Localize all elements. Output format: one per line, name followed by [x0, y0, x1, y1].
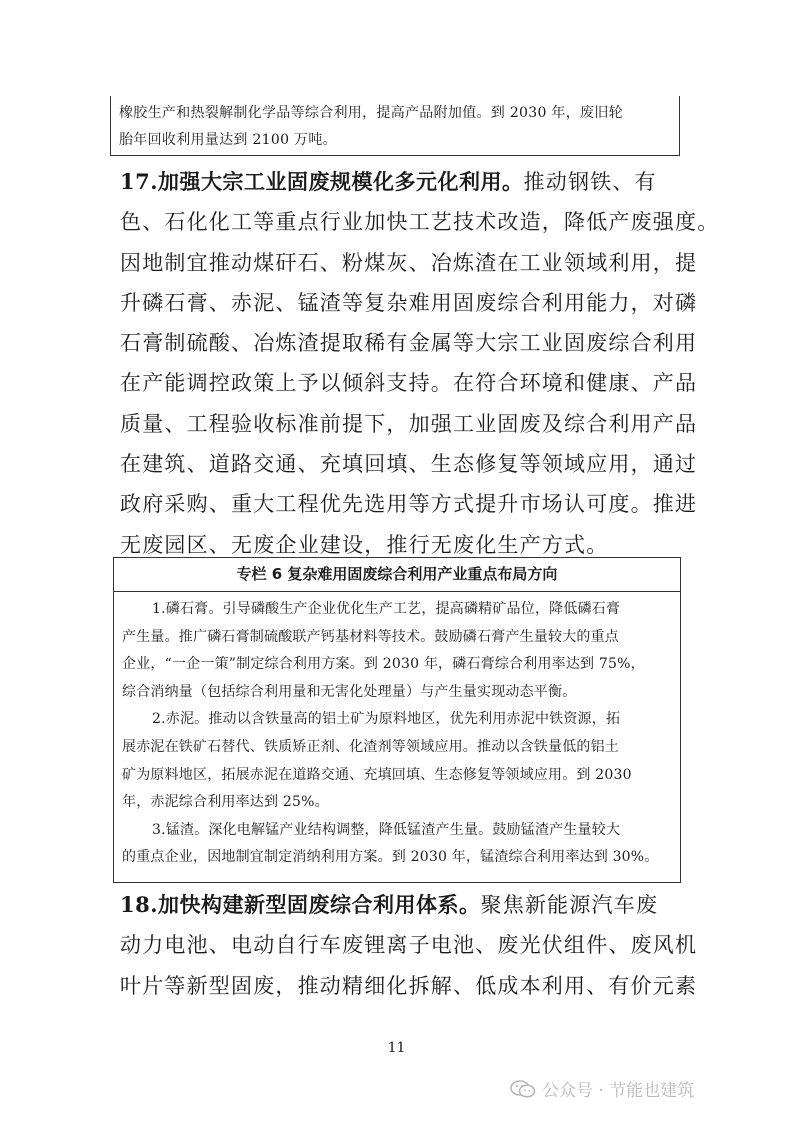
paragraph-line: 色、石化化工等重点行业加快工艺技术改造，降低产废强度。	[120, 210, 720, 235]
paragraph-line: 动力电池、电动自行车废锂离子电池、废光伏组件、废风机	[120, 933, 698, 958]
box-line: 的重点企业，因地制宜制定消纳利用方案。到 2030 年，锰渣综合利用率达到 30%。	[122, 849, 659, 866]
paragraph-line: 在产能调控政策上予以倾斜支持。在符合环境和健康、产品	[120, 371, 698, 396]
paragraph-heading: 18.加快构建新型固废综合利用体系。	[120, 892, 481, 917]
paragraph-17	[120, 162, 720, 565]
paragraph-heading: 17.加强大宗工业固废规模化多元化利用。	[120, 169, 524, 194]
paragraph-18	[120, 885, 698, 1006]
box-line: 综合消纳量（包括综合利用量和无害化处理量）与产生量实现动态平衡。	[122, 683, 577, 700]
box-line: 企业，“一企一策”制定综合利用方案。到 2030 年，磷石膏综合利用率达到 75%，	[122, 656, 645, 673]
box-line: 2.赤泥。推动以含铁量高的铝土矿为原料地区，优先利用赤泥中铁资源，拓	[152, 711, 621, 728]
continuation-box	[110, 96, 680, 156]
paragraph-line: 叶片等新型固废，推动精细化拆解、低成本利用、有价元素	[120, 973, 698, 998]
paragraph-first-line	[120, 162, 680, 202]
wechat-icon	[510, 1080, 536, 1098]
paragraph-line: 因地制宜推动煤矸石、粉煤灰、冶炼渣在工业领域利用，提	[120, 250, 698, 275]
paragraph-text: 聚焦新能源汽车废	[480, 893, 659, 917]
box-line: 产生量。推广磷石膏制硫酸联产钙基材料等技术。鼓励磷石膏产生量较大的重点	[122, 628, 619, 645]
page-number: 11	[387, 1040, 406, 1056]
box-line: 3.锰渣。深化电解锰产业结构调整，降低锰渣产生量。鼓励锰渣产生量较大	[152, 821, 621, 838]
paragraph-first-line	[120, 885, 680, 925]
paragraph-line: 在建筑、道路交通、充填回填、生态修复等领域应用，通过	[120, 452, 698, 477]
box-line: 矿为原料地区，拓展赤泥在道路交通、充填回填、生态修复等领域应用。到 2030	[122, 766, 632, 783]
paragraph-line: 质量、工程验收标准前提下，加强工业固废及综合利用产品	[120, 411, 698, 436]
paragraph-line: 石膏制硫酸、冶炼渣提取稀有金属等大宗工业固废综合利用	[120, 331, 698, 356]
paragraph-line: 无废园区、无废企业建设，推行无废化生产方式。	[120, 532, 609, 557]
box-line: 1.磷石膏。引导磷酸生产企业优化生产工艺，提高磷精矿品位，降低磷石膏	[152, 601, 621, 617]
column-box-title: 专栏 6 复杂难用固废综合利用产业重点布局方向	[114, 558, 680, 592]
watermark-text: 公众号 · 节能也建筑	[542, 1081, 695, 1101]
column-box-6	[113, 557, 681, 883]
watermark	[510, 1076, 694, 1101]
box-line: 胎年回收利用量达到 2100 万吨。	[119, 132, 337, 148]
paragraph-line: 升磷石膏、赤泥、锰渣等复杂难用固废综合利用能力，对磷	[120, 290, 698, 315]
box-line: 年，赤泥综合利用率达到 25%。	[122, 794, 329, 811]
box-line: 橡胶生产和热裂解制化学品等综合利用，提高产品附加值。到 2030 年，废旧轮	[119, 105, 623, 121]
box-line: 展赤泥在铁矿石替代、铁质矫正剂、化渣剂等领域应用。推动以含铁量低的铝土	[122, 738, 619, 755]
paragraph-line: 政府采购、重大工程优先选用等方式提升市场认可度。推进	[120, 492, 698, 517]
column-box-body	[114, 592, 680, 872]
paragraph-text: 推动钢铁、有	[523, 170, 657, 194]
